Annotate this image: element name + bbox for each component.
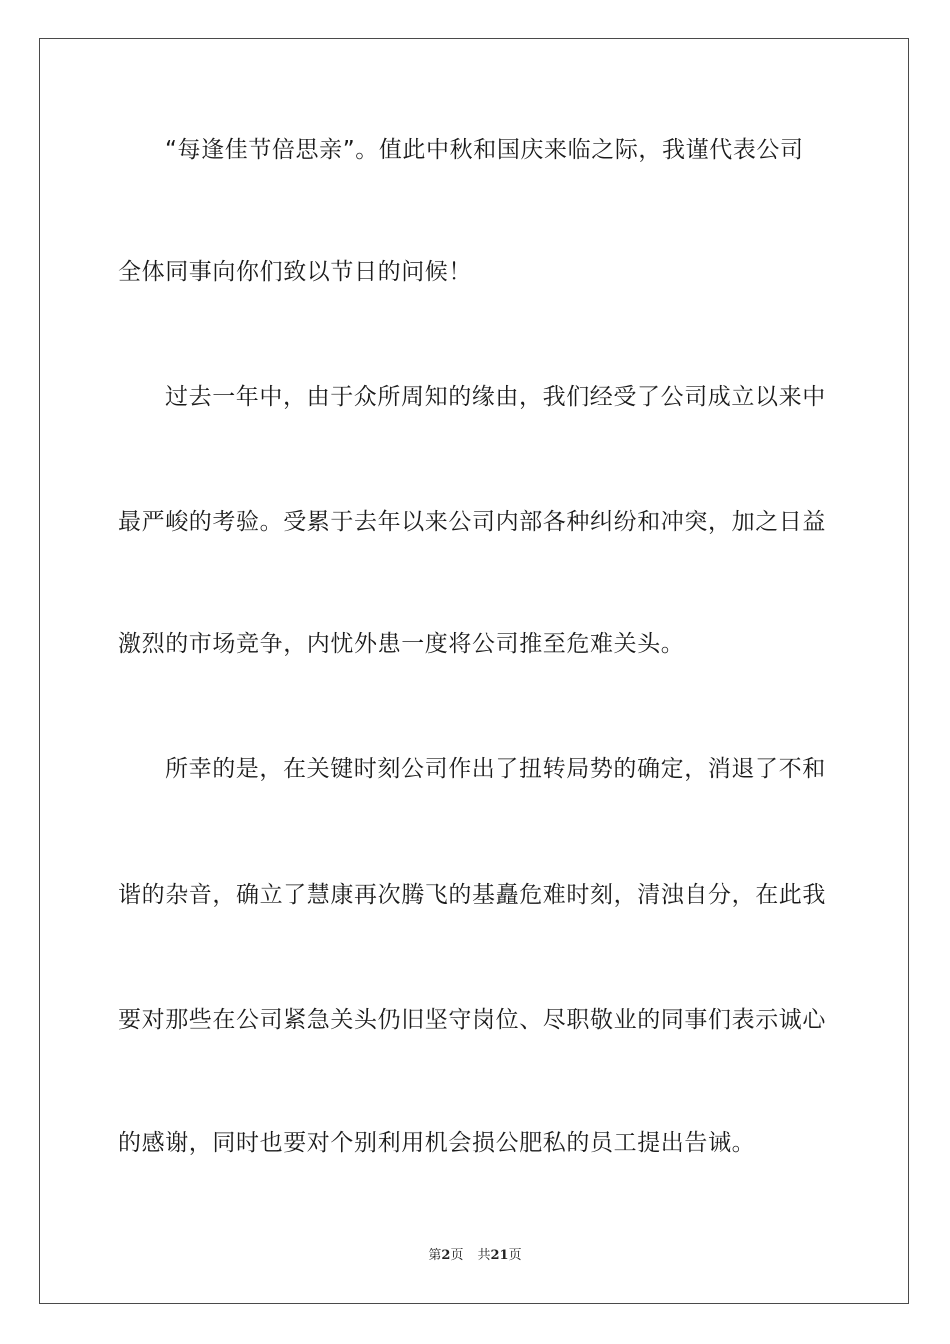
footer-total-prefix: 共 bbox=[477, 1248, 491, 1263]
footer-page-total: 21 bbox=[490, 1248, 509, 1263]
paragraph-2-line-3: 激烈的市场竞争，内忧外患一度将公司推至危难关头。 bbox=[118, 631, 685, 657]
paragraph-3-line-4: 的感谢，同时也要对个别利用机会损公肥私的员工提出告诫。 bbox=[118, 1130, 756, 1156]
footer-total-unit: 页 bbox=[508, 1248, 522, 1263]
paragraph-3-line-2: 谐的杂音，确立了慧康再次腾飞的基矗危难时刻，清浊自分，在此我 bbox=[118, 882, 826, 908]
footer-page-unit: 页 bbox=[450, 1248, 464, 1263]
paragraph-1-line-2: 全体同事向你们致以节日的问候！ bbox=[118, 259, 472, 285]
paragraph-2-line-2: 最严峻的考验。受累于去年以来公司内部各种纠纷和冲突，加之日益 bbox=[118, 509, 826, 535]
page-footer bbox=[0, 1247, 950, 1265]
footer-page-current: 2 bbox=[441, 1248, 451, 1263]
footer-page-prefix: 第 bbox=[428, 1248, 442, 1263]
paragraph-3-line-3: 要对那些在公司紧急关头仍旧坚守岗位、尽职敬业的同事们表示诚心 bbox=[118, 1007, 826, 1033]
paragraph-2-line-1: 过去一年中，由于众所周知的缘由，我们经受了公司成立以来中 bbox=[165, 384, 826, 410]
paragraph-3-line-1: 所幸的是，在关键时刻公司作出了扭转局势的确定，消退了不和 bbox=[165, 756, 826, 782]
page-border bbox=[39, 38, 909, 1304]
paragraph-1-line-1: “每逢佳节倍思亲”。值此中秋和国庆来临之际，我谨代表公司 bbox=[165, 137, 804, 163]
